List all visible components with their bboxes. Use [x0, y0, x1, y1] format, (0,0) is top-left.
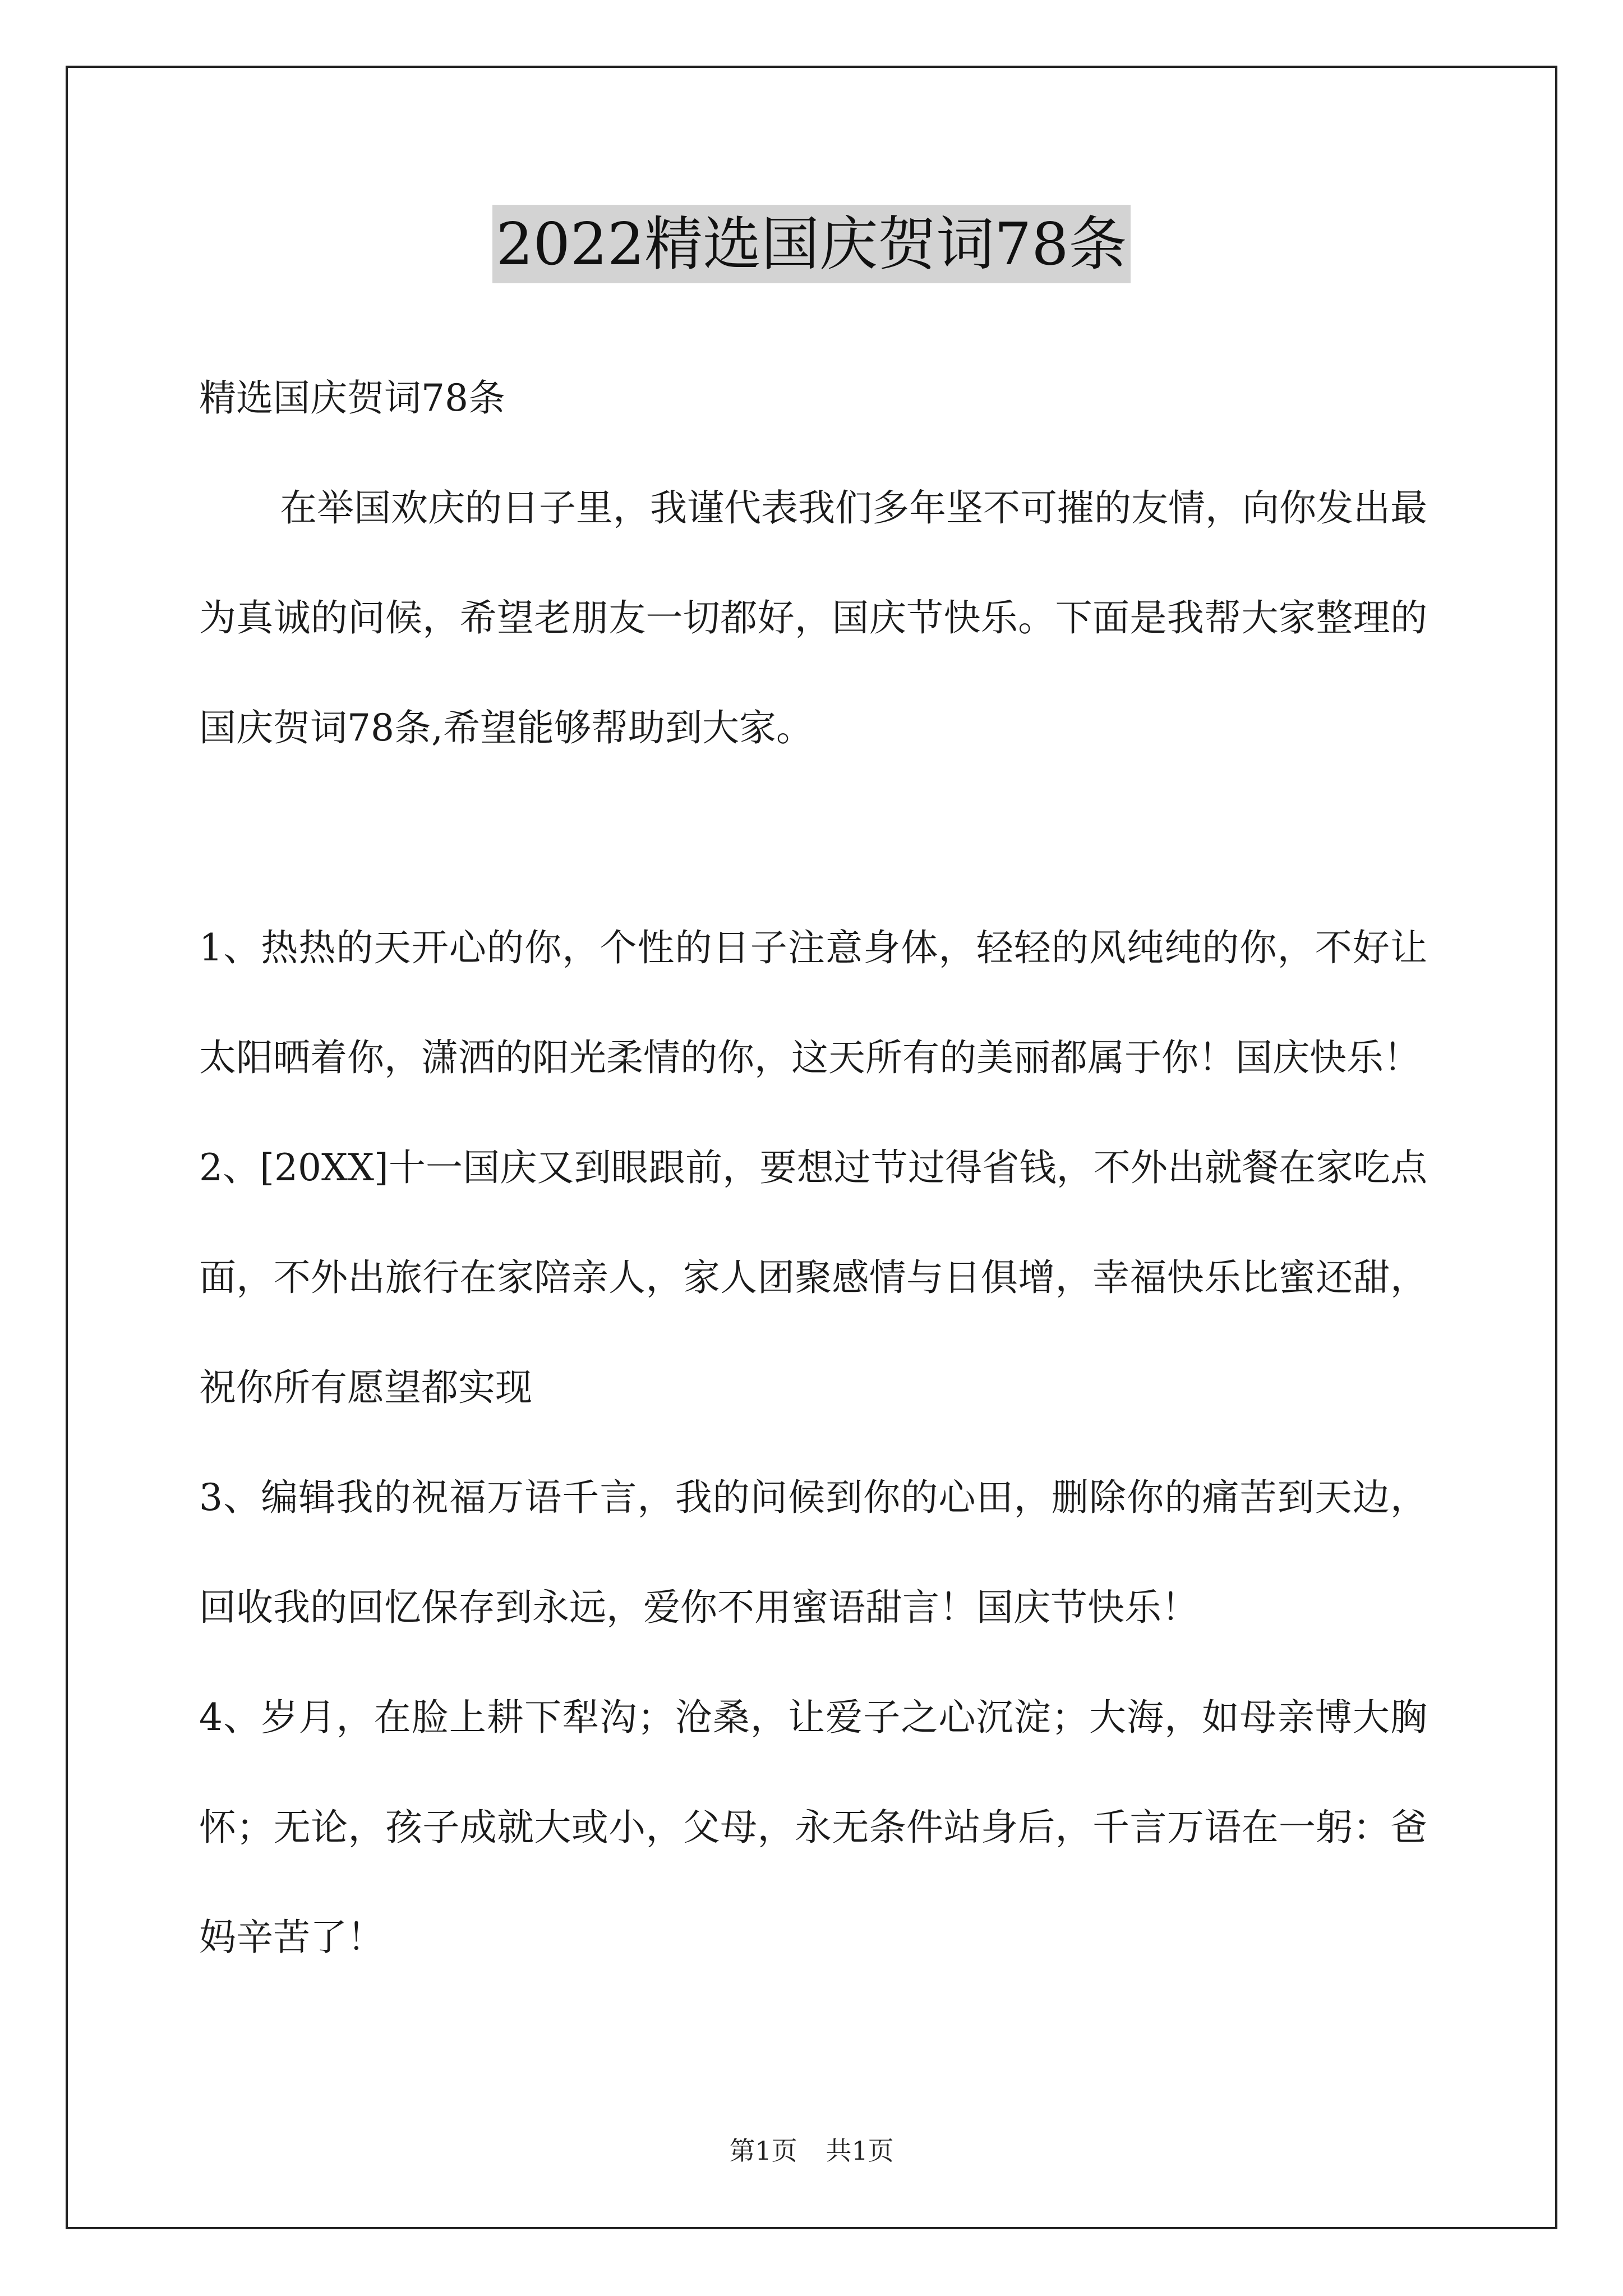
title-container: [0, 205, 1623, 283]
list-item: 2、[20XX]十一国庆又到眼跟前，要想过节过得省钱，不外出就餐在家吃点面，不外出旅行在家陪亲人，家人团聚感情与日俱增，幸福快乐比蜜还甜，祝你所有愿望都实现: [199, 1146, 1427, 1409]
document-body: [199, 343, 1427, 1993]
document-title: 2022精选国庆贺词78条: [492, 205, 1130, 283]
paragraph-gap: [199, 783, 1427, 893]
list-item: 1、热热的天开心的你，个性的日子注意身体，轻轻的风纯纯的你，不好让太阳晒着你，潇洒的阳光柔情的你，这天所有的美丽都属于你！国庆快乐！: [199, 926, 1427, 1079]
list-item: 4、岁月，在脸上耕下犁沟；沧桑，让爱子之心沉淀；大海，如母亲博大胸怀；无论，孩子成就大或小，父母，永无条件站身后，千言万语在一躬：爸妈辛苦了！: [199, 1696, 1427, 1959]
list-item: 3、编辑我的祝福万语千言，我的问候到你的心田，删除你的痛苦到天边，回收我的回忆保存到永远，爱你不用蜜语甜言！国庆节快乐！: [199, 1476, 1427, 1629]
page-footer: [0, 2134, 1623, 2168]
page-number-total: 共1页: [826, 2136, 894, 2166]
intro-paragraph: 在举国欢庆的日子里，我谨代表我们多年坚不可摧的友情，向你发出最为真诚的问候，希望老朋友一切都好，国庆节快乐。下面是我帮大家整理的国庆贺词78条,希望能够帮助到大家。: [199, 486, 1427, 749]
page-number-current: 第1页: [729, 2136, 797, 2166]
document-subtitle: 精选国庆贺词78条: [199, 376, 505, 420]
